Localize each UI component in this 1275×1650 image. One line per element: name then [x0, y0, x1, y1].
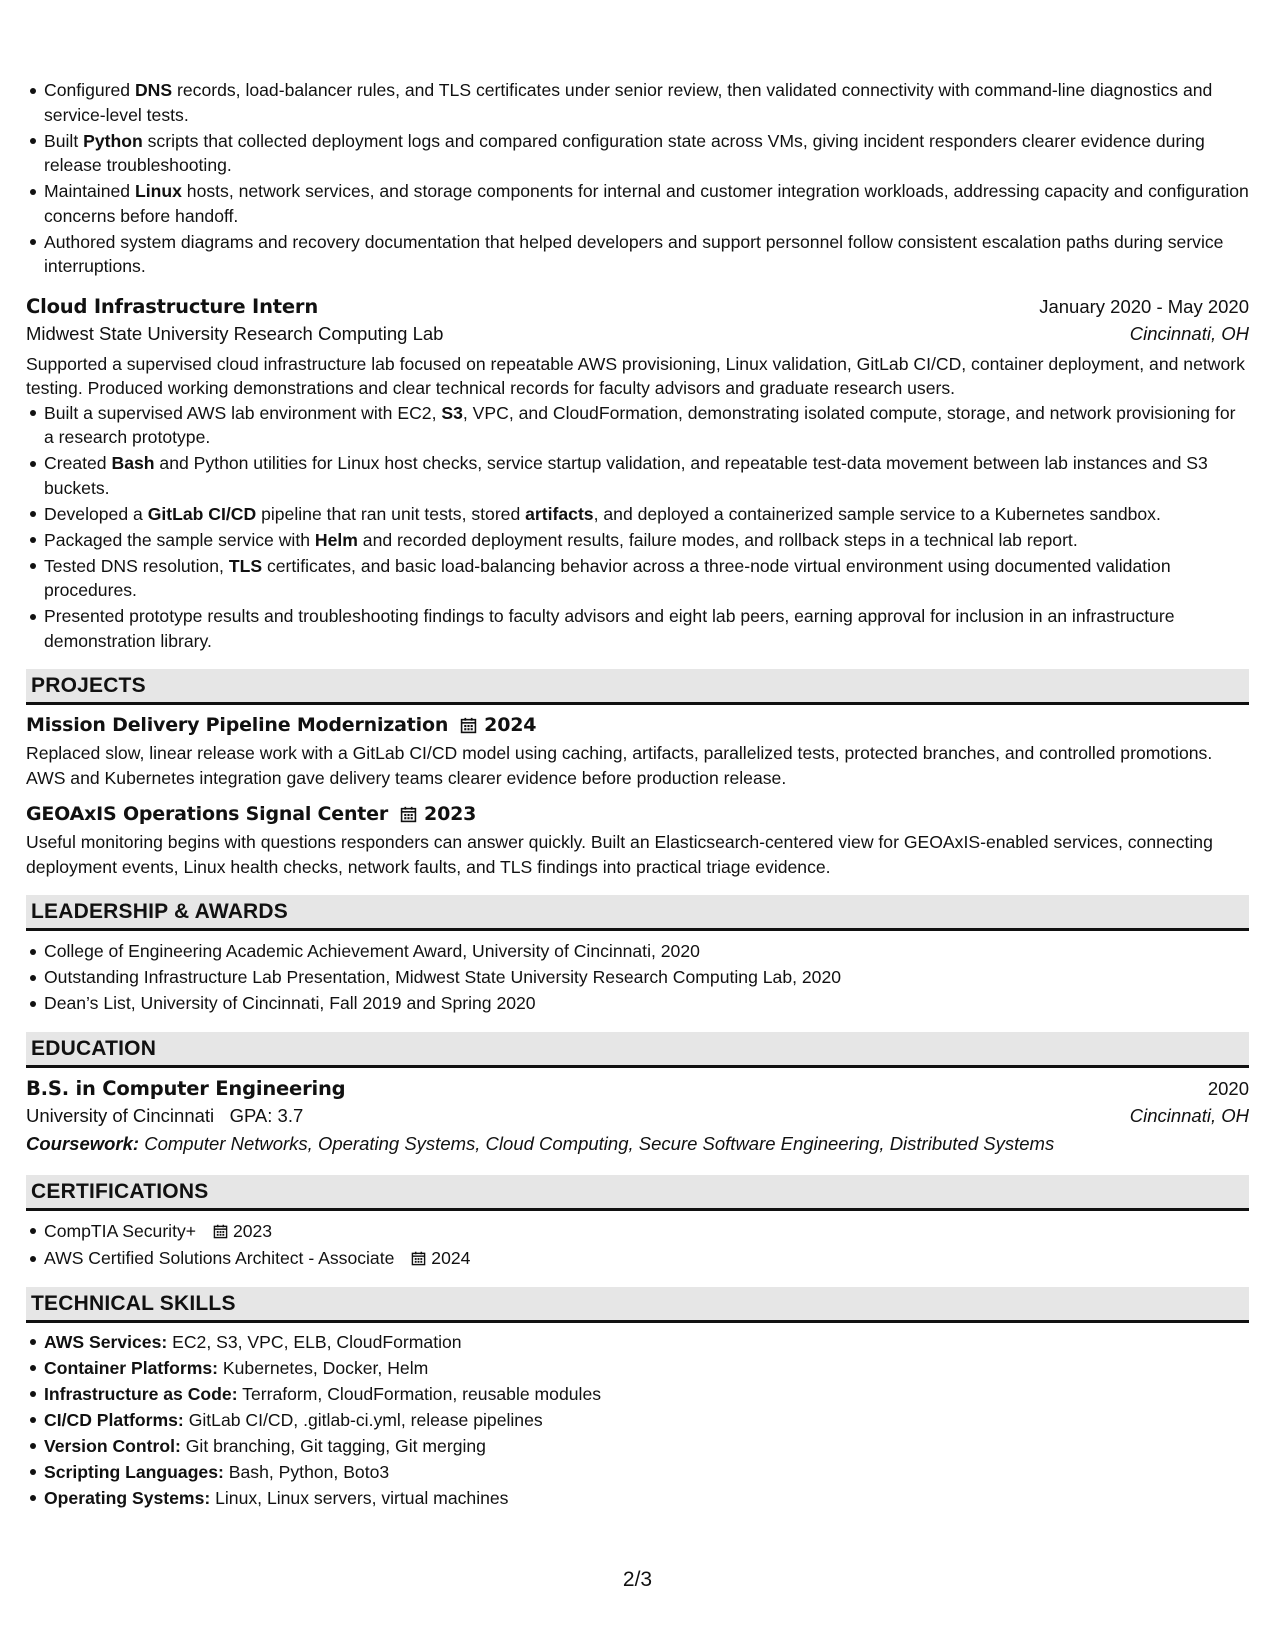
education-subheader	[26, 1105, 1249, 1127]
certification-name: AWS Certified Solutions Architect - Associate	[44, 1248, 395, 1268]
job-header	[26, 295, 1249, 318]
project-entry	[26, 803, 1249, 879]
list-item	[44, 1246, 1249, 1271]
job-title: Cloud Infrastructure Intern	[26, 294, 319, 318]
list-item: Tested DNS resolution, TLS certificates, and basic load-balancing behavior across a three-node virtual environment using documented validation procedures.	[44, 554, 1249, 603]
list-item: Scripting Languages: Bash, Python, Boto3	[44, 1460, 1249, 1485]
certifications-list	[26, 1219, 1249, 1271]
job-dates: January 2020 - May 2020	[1039, 295, 1249, 317]
awards-list	[26, 939, 1249, 1016]
list-item: Dean’s List, University of Cincinnati, Fall 2019 and Spring 2020	[44, 991, 1249, 1016]
list-item: Built Python scripts that collected deployment logs and compared configuration state across VMs, giving incident responders clearer evidence during release troubleshooting.	[44, 129, 1249, 178]
degree-title: B.S. in Computer Engineering	[26, 1076, 346, 1100]
list-item: Packaged the sample service with Helm and recorded deployment results, failure modes, and rollback steps in a technical lab report.	[44, 528, 1249, 553]
certification-year: 2023	[232, 1220, 273, 1241]
list-item: Container Platforms: Kubernetes, Docker, Helm	[44, 1356, 1249, 1381]
calendar-icon	[411, 1251, 426, 1266]
page-number: 2/3	[622, 1568, 653, 1591]
project-header	[26, 803, 1249, 825]
project-title: Mission Delivery Pipeline Modernization	[26, 714, 449, 736]
list-item: Developed a GitLab CI/CD pipeline that ran unit tests, stored artifacts, and deployed a containerized sample service to a Kubernetes sandbox.	[44, 502, 1249, 527]
certification-year: 2024	[431, 1248, 471, 1268]
job-location: Cincinnati, OH	[1129, 322, 1249, 344]
project-entry	[26, 714, 1249, 790]
project-description: Replaced slow, linear release work with a GitLab CI/CD model using caching, artifacts, parallelized tests, protected branches, and controlled promotions. AWS and Kubernetes integration gave delivery teams clearer evidence before production release.	[26, 743, 1213, 788]
coursework	[26, 1133, 1249, 1155]
list-item: Created Bash and Python utilities for Linux host checks, service startup validation, and repeatable test-data movement between lab instances and S3 buckets.	[44, 451, 1249, 500]
school-name: University of Cincinnati	[26, 1104, 215, 1126]
project-header	[26, 714, 1249, 736]
list-item: Configured DNS records, load-balancer rules, and TLS certificates under senior review, then validated connectivity with command-line diagnostics and service-level tests.	[44, 78, 1249, 127]
job-bullets	[26, 401, 1249, 654]
list-item: Maintained Linux hosts, network services, and storage components for internal and customer integration workloads, addressing capacity and configuration concerns before handoff.	[44, 179, 1249, 228]
education-entry	[26, 1077, 1249, 1155]
school-location: Cincinnati, OH	[1129, 1104, 1249, 1126]
education-header	[26, 1077, 1249, 1100]
certification-name: CompTIA Security+	[44, 1220, 197, 1241]
gpa: GPA: 3.7	[229, 1104, 304, 1126]
section-heading-projects: PROJECTS	[26, 669, 1249, 705]
skills-list	[26, 1330, 1249, 1511]
job-entry	[26, 295, 1249, 654]
coursework-label: Coursework:	[26, 1132, 140, 1154]
job-summary: Supported a supervised cloud infrastructure lab focused on repeatable AWS provisioning, Linux validation, GitLab CI/CD, container deployment, and network testing. Produced working demonstrations and clear technical records for faculty advisors and graduate research users.	[26, 353, 1245, 398]
section-heading-certifications: CERTIFICATIONS	[26, 1175, 1249, 1211]
coursework-list: Computer Networks, Operating Systems, Cloud Computing, Secure Software Engineering, Distributed Systems	[144, 1132, 1055, 1154]
list-item: AWS Services: EC2, S3, VPC, ELB, CloudFormation	[44, 1330, 1249, 1355]
list-item: Infrastructure as Code: Terraform, CloudFormation, reusable modules	[44, 1382, 1249, 1407]
list-item: Version Control: Git branching, Git tagging, Git merging	[44, 1434, 1249, 1459]
project-description: Useful monitoring begins with questions responders can answer quickly. Built an Elasticsearch-centered view for GEOAxIS-enabled services, connecting deployment events, Linux health checks, network faults, and TLS findings into practical triage evidence.	[26, 832, 1213, 877]
list-item: Built a supervised AWS lab environment with EC2, S3, VPC, and CloudFormation, demonstrating isolated compute, storage, and network provisioning for a research prototype.	[44, 401, 1249, 450]
calendar-icon	[460, 717, 477, 734]
section-heading-skills: TECHNICAL SKILLS	[26, 1287, 1249, 1323]
list-item: College of Engineering Academic Achievement Award, University of Cincinnati, 2020	[44, 939, 1249, 964]
section-heading-education: EDUCATION	[26, 1032, 1249, 1068]
project-title: GEOAxIS Operations Signal Center	[26, 803, 389, 825]
list-item	[44, 1219, 1249, 1244]
graduation-year: 2020	[1207, 1077, 1249, 1099]
list-item: CI/CD Platforms: GitLab CI/CD, .gitlab-ci.yml, release pipelines	[44, 1408, 1249, 1433]
project-year: 2024	[484, 714, 537, 736]
calendar-icon	[213, 1224, 228, 1239]
experience-bullets-continued	[26, 78, 1249, 279]
list-item: Authored system diagrams and recovery documentation that helped developers and support personnel follow consistent escalation paths during service interruptions.	[44, 230, 1249, 279]
section-heading-awards: LEADERSHIP & AWARDS	[26, 895, 1249, 931]
list-item: Operating Systems: Linux, Linux servers, virtual machines	[44, 1486, 1249, 1511]
project-year: 2023	[424, 803, 477, 825]
job-subheader	[26, 323, 1249, 345]
calendar-icon	[400, 806, 417, 823]
job-organization: Midwest State University Research Computing Lab	[26, 322, 444, 344]
list-item: Presented prototype results and troubleshooting findings to faculty advisors and eight lab peers, earning approval for inclusion in an infrastructure demonstration library.	[44, 604, 1249, 653]
list-item: Outstanding Infrastructure Lab Presentation, Midwest State University Research Computing Lab, 2020	[44, 965, 1249, 990]
